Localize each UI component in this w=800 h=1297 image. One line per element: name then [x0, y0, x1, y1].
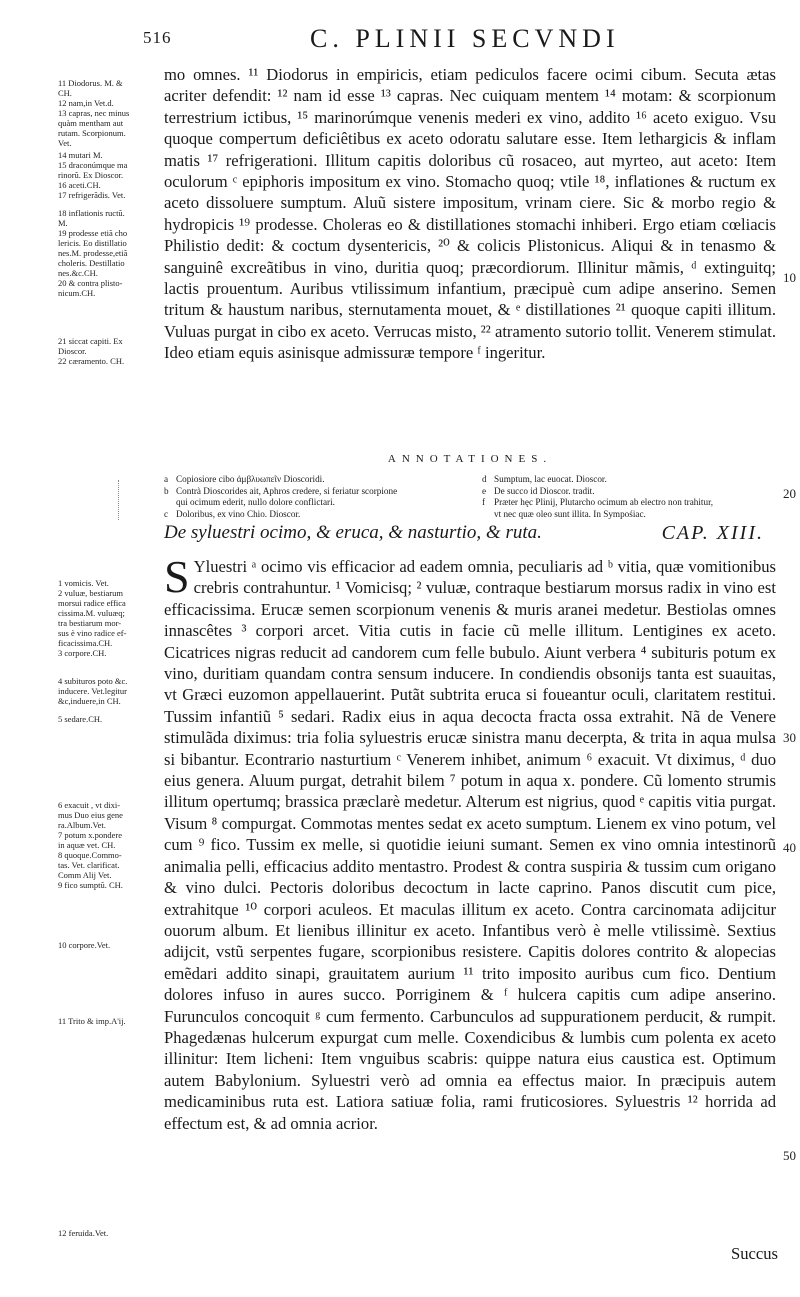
margin-note: 21 siccat capiti. Ex Dioscor. 22 cæramento. CH. — [58, 336, 125, 366]
drop-capital: S — [164, 551, 190, 602]
annotation-key — [482, 509, 494, 521]
margin-note: 18 inflationis ructũ. M. 19 prodesse etiã cho lericis. Eo distillatio nes.M. prodesse,etiã choleris. Destillatio nes.&c.CH. 20 & contra plisto- nicum.CH. — [58, 208, 128, 298]
margin-note: 5 sedare.CH. — [58, 714, 103, 724]
annotations-heading: ANNOTATIONES. — [387, 453, 553, 465]
paragraph-chapter — [164, 551, 776, 1134]
chapter-title: De syluestri ocimo, & eruca, & nasturtio, & ruta. — [164, 522, 542, 543]
margin-note: 12 feruida.Vet. — [58, 1228, 109, 1238]
chapter-heading — [164, 522, 776, 548]
margin-note: 10 corpore.Vet. — [58, 940, 111, 950]
margin-note: 11 Diodorus. M. & CH. — [58, 78, 123, 98]
margin-note: 11 Trito & imp.A'ij. — [58, 1016, 126, 1026]
annotation-item — [164, 474, 469, 486]
annotation-text: Copiosiore cibo ἀμβλυωπεῖν Dioscoridi. — [176, 474, 325, 484]
gutter-mark — [118, 480, 123, 520]
main-text-chapter — [164, 551, 776, 1134]
page-header — [0, 22, 800, 62]
chapter-text: Yluestri ᵃ ocimo vis efficacior ad eadem omnia, peculiaris ad ᵇ vitia, quæ vomitionibus crebris contrahuntur. ¹ Vomicisq; ² vuluæ, contraque bestiarum morsus radix in vino est efficacissima. Erucæ semen scorpionum venenis & muris aranei medetur. Bestiolas omnes innascêtes ³ corpori arcet. Vitia cutis in facie cũ melle illitum. Lentigines ex aceto. Cicatrices nigras reducit ad candorem cum felle bubulo. Aiunt verbera ⁴ subituris potum ex vino, duritiam quandam contra sensum inducere. In condiendis obsonijs tanta est suauitas, vt Græci euzomon appellauerint. Putãt subtrita eruca si foueantur oculi, claritatem restitui. Tussim infantiũ ⁵ sedari. Radix eius in aqua decocta fracta ossa extrahit. Nã de Venere stimulãda diximus: tria folia syluestris erucæ sinistra manu decerpta, & trita in aqua mulsa si bibantur. Econtrario nasturtium ᶜ Venerem inhibet, animum ⁶ exacuit. Vt diximus, ᵈ duo eius genera. Aluum purgat, detrahit bilem ⁷ potum in aqua x. pondere. Cũ lomento strumis illitum opertumq; brassica præclarè medetur. Alterum est nigrius, quod ᵉ capitis vitia purgat. Visum ⁸ compurgat. Commotas mentes sedat ex aceto sumptum. Lienem ex vino potum, vel cum ⁹ fico. Tussim ex melle, si quotidie ieiuni sumant. Semen ex vino omnia intestinorũ animalia pelli, efficacius addito mentastro. Prodest & contra suspiria & tussim cum origano & vino dulci. Pectoris doloribus decoctum in lacte caprino. Panos discutit cum pice, extrahitque ¹⁰ corpori aculeos. Et maculas illitum ex aceto. Contra carcinomata adijcitur ouorum album. Et lienibus illinitur ex aceto. Infantibus verò è melle vtilissimè. Sextius adijcit, vstũ serpentes fugare, scorpionibus resistere. Capitis dolores contrito & alopecias emẽdari addito sinapi, grauitatem aurium ¹¹ trito imposito auribus cum fico. Dentium dolores infuso in aures succo. Porriginem & ᶠ hulcera capitis cum adipe anserino. Furunculos concoquit ᵍ cum fermento. Carbunculos ad suppurationem perducit, & rumpit. Phagedænas hulcerum expurgat cum melle. Coxendicibus & lumbis cum polenta ex aceto illinitur: Item licheni: Item vnguibus scabris: quippe natura eius caustica est. Optimum autem Babylonium. Syluestri verò ad omnia ea effectus maior. In præcipuis autem medicaminibus ruta est. Latiora satiuæ folia, rami fruticosiores. Syluestris ¹² horrida ad effectum est, & ad omnia acrior. — [164, 557, 776, 1133]
annotation-text: Sumptum, lac euocat. Dioscor. — [494, 474, 607, 484]
annotation-text: Doloribus, ex vino Chio. Dioscor. — [176, 508, 301, 519]
annotation-key: d — [482, 474, 487, 484]
paragraph-ocimum: mo omnes. ¹¹ Diodorus in empiricis, etiam pediculos facere ocimi cibum. Secuta ætas acriter defendit: ¹² nam id esse ¹³ capras. Nec cuiquam mentem ¹⁴ motam: & scorpionum terrestrium ictibus, ¹⁵ marinorúmque venenis mederi ex vino, addito ¹⁶ aceto exiguo. Vsu quoque comperτum deficiêtibus ex aceto odoratu salutare esse. Item lethargicis & inflam matis ¹⁷ refrigerationi. Illitum capitis doloribus cũ rosaceo, aut myrteo, aut aceto: Item oculorum ᶜ epiphoris impositum ex vino. Stomacho quoq; vtile ¹⁸, inflationes & ructum ex aceto dissoluere sumptum. Aluũ sistere impositum, vrinam ciere. Sic & morbo regio & hydropicis ¹⁹ prodesse. Choleras eo & distillationes stomachi inhiberi. Ergo etiam cœliacis Philistio dedit: & coctum dysentericis, ²⁰ & colicis Plistonicus. Aliqui & in tenasmo & sanguinê excreãtibus in vino, duritia quoq; præcordiorum. Illinitur mãmis, ᵈ extinguitq; lactis prouentum. Auribus vtilissimum infantium, præcipuè cum adipe anserino. Semen tritum & haustum naribus, sternutamenta mouet, & ᵉ distillationes ²¹ quoque capiti illitum. Vuluas purgat in cibo ex aceto. Verrucas mistο, ²² atramento sutorio tollit. Venerem stimulat. Ideo etiam equis asinisque admissuræ tempore ᶠ ingeritur. — [164, 65, 776, 363]
chapter-number: CAP. XIII. — [661, 522, 764, 544]
margin-notes — [58, 64, 153, 1244]
main-text-top — [164, 64, 776, 364]
annotation-item — [164, 486, 469, 498]
annotation-item — [482, 509, 776, 521]
annotation-text: Præter hęc Plinij, Plutarcho ocimum ab electro non trahitur, — [494, 497, 714, 507]
margin-note: 12 nam,in Vet.d. 13 capras, nec minus quàm mentham aut rutam. Scorpionum. Vet. — [58, 98, 130, 148]
annotation-text: De succo id Dioscor. tradit. — [494, 485, 595, 496]
annotations-left-column — [164, 474, 469, 520]
annotation-item — [164, 509, 469, 521]
line-number: 40 — [783, 840, 796, 855]
running-title: C. PLINII SECVNDI — [310, 24, 620, 53]
page-number: 516 — [143, 28, 172, 47]
annotation-key: c — [164, 508, 169, 519]
margin-note: 1 vomicis. Vet. 2 vuluæ, bestiarum morsui radice effica cissima.M. vuluæq; tra bestiarum mor- sus è vino radice ef- ficacissima.CH. 3 corpore.CH. — [58, 578, 127, 658]
annotation-key: a — [164, 474, 169, 484]
margin-note: 4 subituros poto &c. inducere. Vet.legitur &c,induere,in CH. — [58, 676, 128, 706]
annotation-key: e — [482, 485, 487, 496]
line-number: 50 — [783, 1148, 796, 1163]
annotation-key: b — [164, 485, 169, 496]
line-number: 10 — [783, 270, 796, 285]
line-number: 20 — [783, 486, 796, 501]
margin-note: 14 mutari M. 15 draconúmque ma rinorũ. Ex Dioscor. 16 aceti.CH. 17 refrigerãdis. Vet. — [58, 150, 128, 200]
margin-note: 6 exacuit , vt dixi- mus Duo eius gene ra.Album.Vet. 7 potum x.pondere in aquæ vet. CH. 8 quoque.Commo- tas. Vet. clarificat. Comm Alij Vet. 9 fico sumptũ. CH. — [58, 800, 123, 890]
annotation-item — [164, 497, 469, 509]
annotation-text: Contrà Dioscorides ait, Aphros credere, si feriatur scorpione — [176, 485, 398, 496]
line-number: 30 — [783, 730, 796, 745]
annotation-item — [482, 497, 776, 509]
annotations-right-column — [482, 474, 776, 520]
catchword: Succus — [730, 1244, 778, 1263]
annotation-item — [482, 474, 776, 486]
annotation-text: qui ocimum ederit, nullo dolore conflictari. — [176, 497, 335, 507]
annotation-text: vt nec quæ oleo sunt illita. In Sympośiac. — [494, 508, 646, 519]
annotation-key — [164, 497, 176, 509]
annotation-key: f — [482, 497, 486, 507]
annotation-item — [482, 486, 776, 498]
